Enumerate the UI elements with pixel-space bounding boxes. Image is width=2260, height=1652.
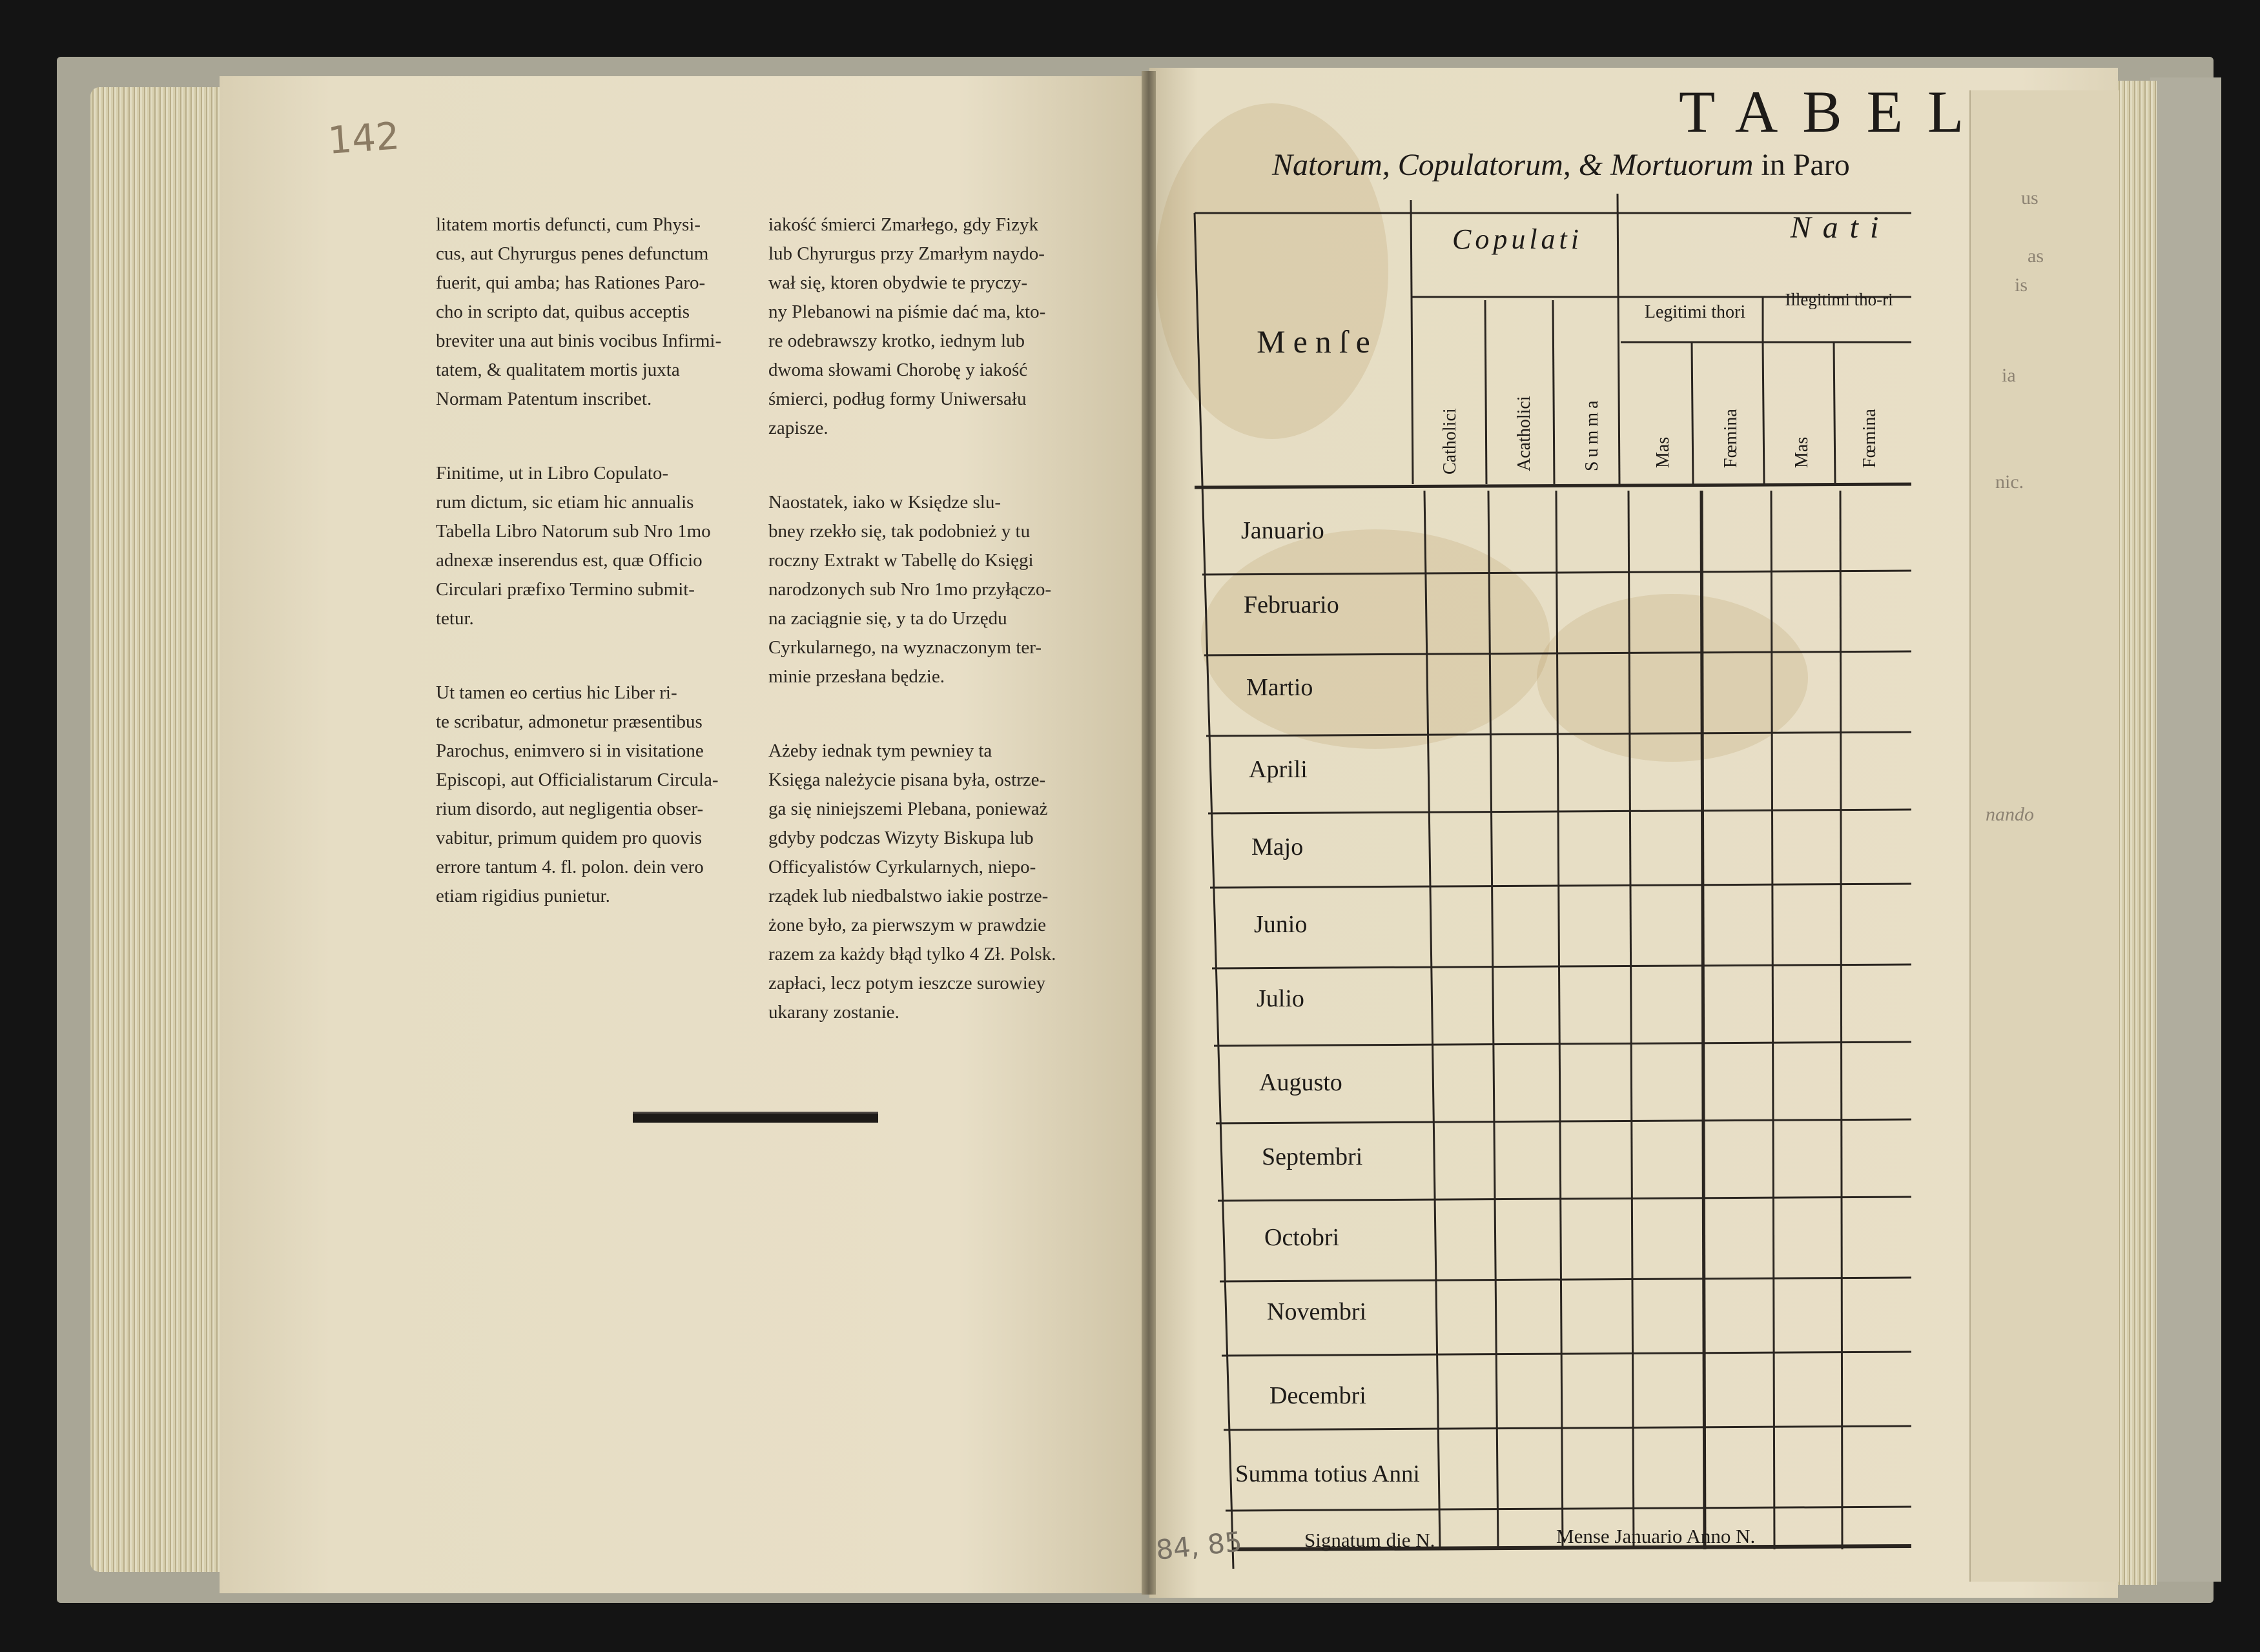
header-femina-legitimi: Fœmina (1721, 409, 1741, 468)
table-subtitle (1272, 147, 1850, 183)
text-line: ga się niniejszemi Plebana, ponieważ (768, 799, 1048, 819)
text-line: re odebrawszy krotko, iednym lub (768, 331, 1025, 351)
table-row-line (1214, 1042, 1911, 1046)
flap-fragment: as (2028, 245, 2044, 267)
text-line: Episcopi, aut Officialistarum Circula- (436, 770, 719, 790)
text-line: razem za każdy błąd tylko 4 Zł. Polsk. (768, 944, 1056, 964)
table-row-line (1216, 1119, 1911, 1123)
text-line: ukarany zostanie. (768, 1002, 899, 1023)
paragraph (768, 210, 1085, 443)
ornamental-rule (633, 1112, 878, 1123)
text-line: Ażeby iednak tym pewniey ta (768, 740, 992, 761)
text-line: Naostatek, iako w Księdze slu- (768, 492, 1001, 513)
table-row-line (1210, 884, 1911, 888)
text-line: iakość śmierci Zmarłego, gdy Fizyk (768, 214, 1038, 235)
paragraph (768, 488, 1085, 691)
month-label: Novembri (1267, 1298, 1367, 1325)
total-row-label: Summa totius Anni (1235, 1461, 1420, 1487)
table-row-line (1220, 1278, 1911, 1281)
pencil-note: 84, 85 (1154, 1525, 1244, 1566)
text-line: litatem mortis defuncti, cum Physi- (436, 214, 701, 235)
header-mas-legitimi: Mas (1653, 436, 1673, 468)
table-row-line (1224, 1426, 1911, 1430)
book-gutter (1142, 71, 1156, 1595)
text-line: Cyrkularnego, na wyznaczonym ter- (768, 637, 1042, 658)
header-mas-illegitimi: Mas (1792, 436, 1812, 468)
text-line: rządek lub niedbalstwo iakie postrze- (768, 886, 1049, 906)
text-line: wał się, ktoren obydwie te pryczy- (768, 272, 1028, 293)
month-label: Septembri (1262, 1143, 1363, 1170)
flap-fragment: nando (1986, 804, 2034, 825)
table-title: TABEL (1679, 79, 1989, 145)
text-line: vabitur, primum quidem pro quovis (436, 828, 703, 848)
text-line: tetur. (436, 608, 474, 629)
text-line: bney rzekło się, tak podobnież y tu (768, 521, 1031, 542)
folio-number: 142 (326, 114, 401, 163)
footer-mense-anno: Mense Januario Anno N. (1556, 1525, 1756, 1547)
text-line: zapisze. (768, 418, 828, 438)
text-line: zapłaci, lecz potym ieszcze surowiey (768, 973, 1046, 994)
text-line: ny Plebanowi na piśmie dać ma, kto- (768, 301, 1046, 322)
footer-signatum: Signatum die N. (1304, 1529, 1435, 1551)
subtitle-tail: in Paro (1761, 148, 1850, 182)
header-illegitimi: Illegitimi tho-ri (1785, 290, 1893, 309)
text-line: lub Chyrurgus przy Zmarłym naydo- (768, 243, 1045, 264)
table-row-line (1218, 1197, 1911, 1201)
text-line: na zaciągnie się, y ta do Urzędu (768, 608, 1007, 629)
text-line: Circulari præfixo Termino submit- (436, 579, 695, 600)
header-mense: Menſe (1257, 323, 1378, 360)
header-acatholici: Acatholici (1514, 396, 1534, 471)
month-label: Augusto (1259, 1069, 1342, 1096)
polish-column (768, 210, 1085, 1072)
text-line: minie przesłana będzie. (768, 666, 945, 687)
paragraph (768, 737, 1085, 1027)
folded-table-flap (1969, 90, 2119, 1582)
text-line: dwoma słowami Chorobę y iakość (768, 360, 1028, 380)
subtitle-italic: Natorum, Copulatorum, & Mortuorum (1272, 148, 1754, 182)
latin-column (436, 210, 772, 956)
text-line: errore tantum 4. fl. polon. dein vero (436, 857, 704, 877)
register-table-grid (1195, 194, 1911, 1569)
header-copulati: Copulati (1452, 223, 1583, 255)
text-line: etiam rigidius punietur. (436, 886, 610, 906)
text-line: fuerit, qui amba; has Rationes Paro- (436, 272, 706, 293)
text-line: rum dictum, sic etiam hic annualis (436, 492, 694, 513)
text-line: te scribatur, admonetur præsentibus (436, 711, 703, 732)
month-label: Majo (1251, 833, 1304, 861)
month-label: Octobri (1264, 1224, 1340, 1251)
header-legitimi: Legitimi thori (1644, 302, 1746, 322)
paragraph (436, 459, 772, 633)
text-line: śmierci, podług formy Uniwersału (768, 389, 1027, 409)
header-nati: Nati (1790, 210, 1891, 245)
text-line: adnexæ inserendus est, quæ Officio (436, 550, 703, 571)
month-label: Februario (1244, 591, 1339, 618)
month-label: Julio (1257, 985, 1304, 1012)
text-line: tatem, & qualitatem mortis juxta (436, 360, 680, 380)
text-line: Finitime, ut in Libro Copulato- (436, 463, 669, 484)
header-catholici: Catholici (1440, 408, 1460, 474)
text-line: breviter una aut binis vocibus Infirmi- (436, 331, 722, 351)
table-row-line (1226, 1507, 1911, 1511)
text-line: Parochus, enimvero si in visitatione (436, 740, 704, 761)
text-line: Tabella Libro Natorum sub Nro 1mo (436, 521, 711, 542)
table-row-line (1206, 732, 1911, 736)
flap-fragment: ia (2002, 365, 2016, 386)
month-label: Aprili (1249, 756, 1308, 783)
flap-fragment: is (2015, 274, 2028, 296)
flap-fragment: nic. (1995, 471, 2024, 493)
text-line: żone było, za pierwszym w prawdzie (768, 915, 1047, 935)
text-line: Księga należycie pisana była, ostrze- (768, 770, 1046, 790)
header-summa: Summa (1582, 396, 1602, 471)
text-line: narodzonych sub Nro 1mo przyłączo- (768, 579, 1052, 600)
paragraph (436, 210, 772, 414)
text-line: rium disordo, aut negligentia obser- (436, 799, 704, 819)
table-row-line (1222, 1352, 1911, 1356)
month-label: Junio (1254, 911, 1308, 938)
text-line: Officyalistów Cyrkularnych, niepo- (768, 857, 1036, 877)
month-label: Decembri (1269, 1382, 1366, 1409)
month-label: Martio (1246, 674, 1313, 701)
table-row-line (1208, 810, 1911, 813)
paragraph (436, 678, 772, 911)
text-line: gdyby podczas Wizyty Biskupa lub (768, 828, 1034, 848)
flap-fragment: us (2021, 187, 2039, 209)
text-line: roczny Extrakt w Tabellę do Księgi (768, 550, 1034, 571)
page-block-left (90, 87, 232, 1572)
text-line: cho in scripto dat, quibus acceptis (436, 301, 690, 322)
table-row-line (1212, 964, 1911, 968)
book-cover-right-edge (2150, 77, 2221, 1582)
text-line: Ut tamen eo certius hic Liber ri- (436, 682, 677, 703)
text-line: Normam Patentum inscribet. (436, 389, 652, 409)
header-femina-illegitimi: Fœmina (1860, 409, 1880, 468)
text-line: cus, aut Chyrurgus penes defunctum (436, 243, 709, 264)
month-label: Januario (1241, 517, 1324, 544)
